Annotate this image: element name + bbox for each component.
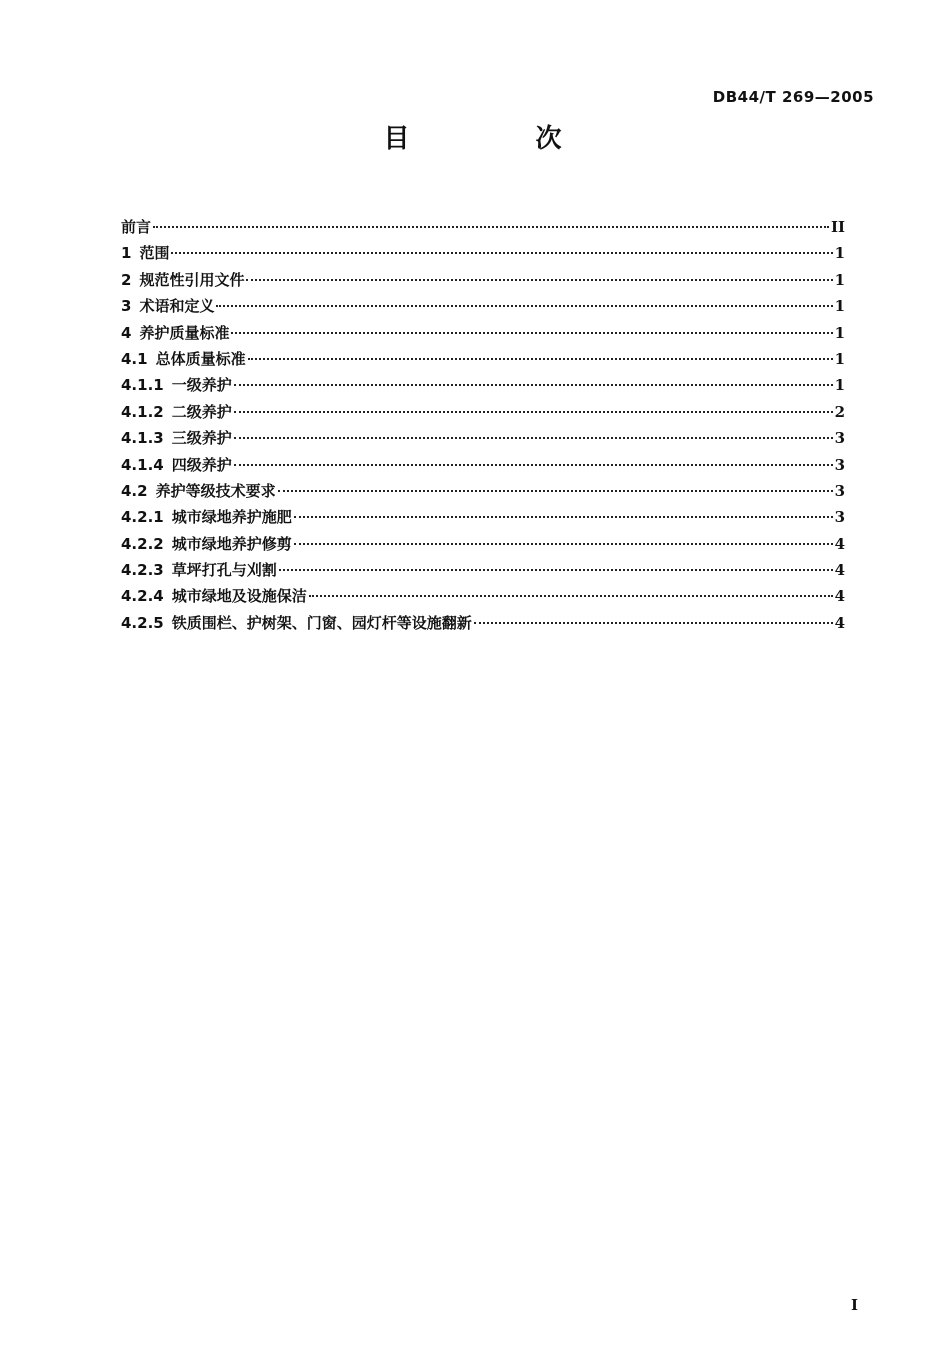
toc-entry[interactable] [121,583,845,609]
toc-dot-leader [231,332,832,334]
toc-entry[interactable] [121,610,845,636]
toc-entry-number: 4.2.2 [121,534,164,553]
toc-entry-label: 草坪打孔与刈割 [171,561,277,580]
toc-entry-page: 1 [834,323,845,342]
toc-entry-label: 一级养护 [171,376,232,395]
toc-entry-page: 3 [834,481,845,500]
toc-entry-number: 1 [121,244,132,263]
toc-entry-label: 城市绿地养护修剪 [171,534,292,553]
toc-dot-leader [294,543,833,545]
toc-entry[interactable] [121,531,845,557]
toc-entry-page: 4 [834,613,845,632]
toc-entry[interactable] [121,557,845,583]
toc-dot-leader [279,569,833,571]
toc-entry[interactable] [121,240,845,266]
toc-entry-label: 规范性引用文件 [139,270,245,289]
toc-entry[interactable] [121,452,845,478]
toc-entry-label: 术语和定义 [139,297,215,316]
toc-entry-page: 1 [834,297,845,316]
toc-entry-number: 4.1.4 [121,455,164,474]
toc-entry[interactable] [121,320,845,346]
toc-entry-label: 四级养护 [171,455,232,474]
toc-entry-page: 2 [834,402,845,421]
toc-entry-label: 前言 [121,218,152,236]
toc-entry-number: 4.2.5 [121,613,164,632]
toc-entry-number: 4.2.1 [121,508,164,527]
toc-entry-number: 4.1.3 [121,429,164,448]
toc-entry-number: 4.1.2 [121,402,164,421]
toc-entry[interactable] [121,478,845,504]
toc-entry[interactable] [121,267,845,293]
toc-dot-leader [234,384,833,386]
toc-entry-label: 养护质量标准 [139,323,230,342]
toc-dot-leader [216,305,832,307]
toc-dot-leader [234,464,833,466]
toc-entry-label: 三级养护 [171,429,232,448]
toc-dot-leader [278,490,833,492]
toc-entry-page: 1 [834,376,845,395]
toc-dot-leader [171,252,832,254]
toc-entry-number: 3 [121,297,132,316]
toc-dot-leader [234,437,833,439]
toc-entry-page: 3 [834,508,845,527]
toc-dot-leader [294,516,833,518]
toc-entry-page: 4 [834,534,845,553]
toc-entry-label: 铁质围栏、护树架、门窗、园灯杆等设施翻新 [171,613,472,632]
toc-entry-number: 4 [121,323,132,342]
toc-dot-leader [248,358,833,360]
toc-entry-page: 3 [834,455,845,474]
table-of-contents [121,214,845,636]
toc-entry-page: 4 [834,587,845,606]
toc-entry[interactable] [121,346,845,372]
toc-dot-leader [246,279,832,281]
toc-entry-number: 4.2.4 [121,587,164,606]
toc-entry-label: 范围 [139,244,170,263]
toc-entry[interactable] [121,293,845,319]
toc-entry-number: 4.2 [121,481,148,500]
toc-entry-label: 二级养护 [171,402,232,421]
toc-entry[interactable] [121,214,845,240]
toc-dot-leader [234,411,833,413]
toc-entry-number: 4.2.3 [121,561,164,580]
toc-entry-page: 1 [834,244,845,263]
toc-entry-page: 1 [834,270,845,289]
document-code: DB44/T 269—2005 [712,88,874,106]
toc-entry-page: II [830,218,845,236]
toc-dot-leader [474,622,833,624]
toc-entry[interactable] [121,372,845,398]
toc-entry-page: 3 [834,429,845,448]
page-number: I [850,1296,858,1314]
toc-entry-label: 城市绿地及设施保洁 [171,587,307,606]
toc-dot-leader [309,595,833,597]
toc-entry[interactable] [121,425,845,451]
toc-entry-number: 4.1.1 [121,376,164,395]
page-title: 目 次 [383,124,612,154]
toc-entry[interactable] [121,399,845,425]
toc-entry[interactable] [121,504,845,530]
toc-entry-number: 2 [121,270,132,289]
toc-entry-number: 4.1 [121,349,148,368]
toc-dot-leader [153,226,829,228]
toc-entry-page: 4 [834,561,845,580]
toc-entry-label: 总体质量标准 [155,349,246,368]
toc-entry-label: 养护等级技术要求 [155,481,276,500]
toc-entry-label: 城市绿地养护施肥 [171,508,292,527]
toc-entry-page: 1 [834,349,845,368]
